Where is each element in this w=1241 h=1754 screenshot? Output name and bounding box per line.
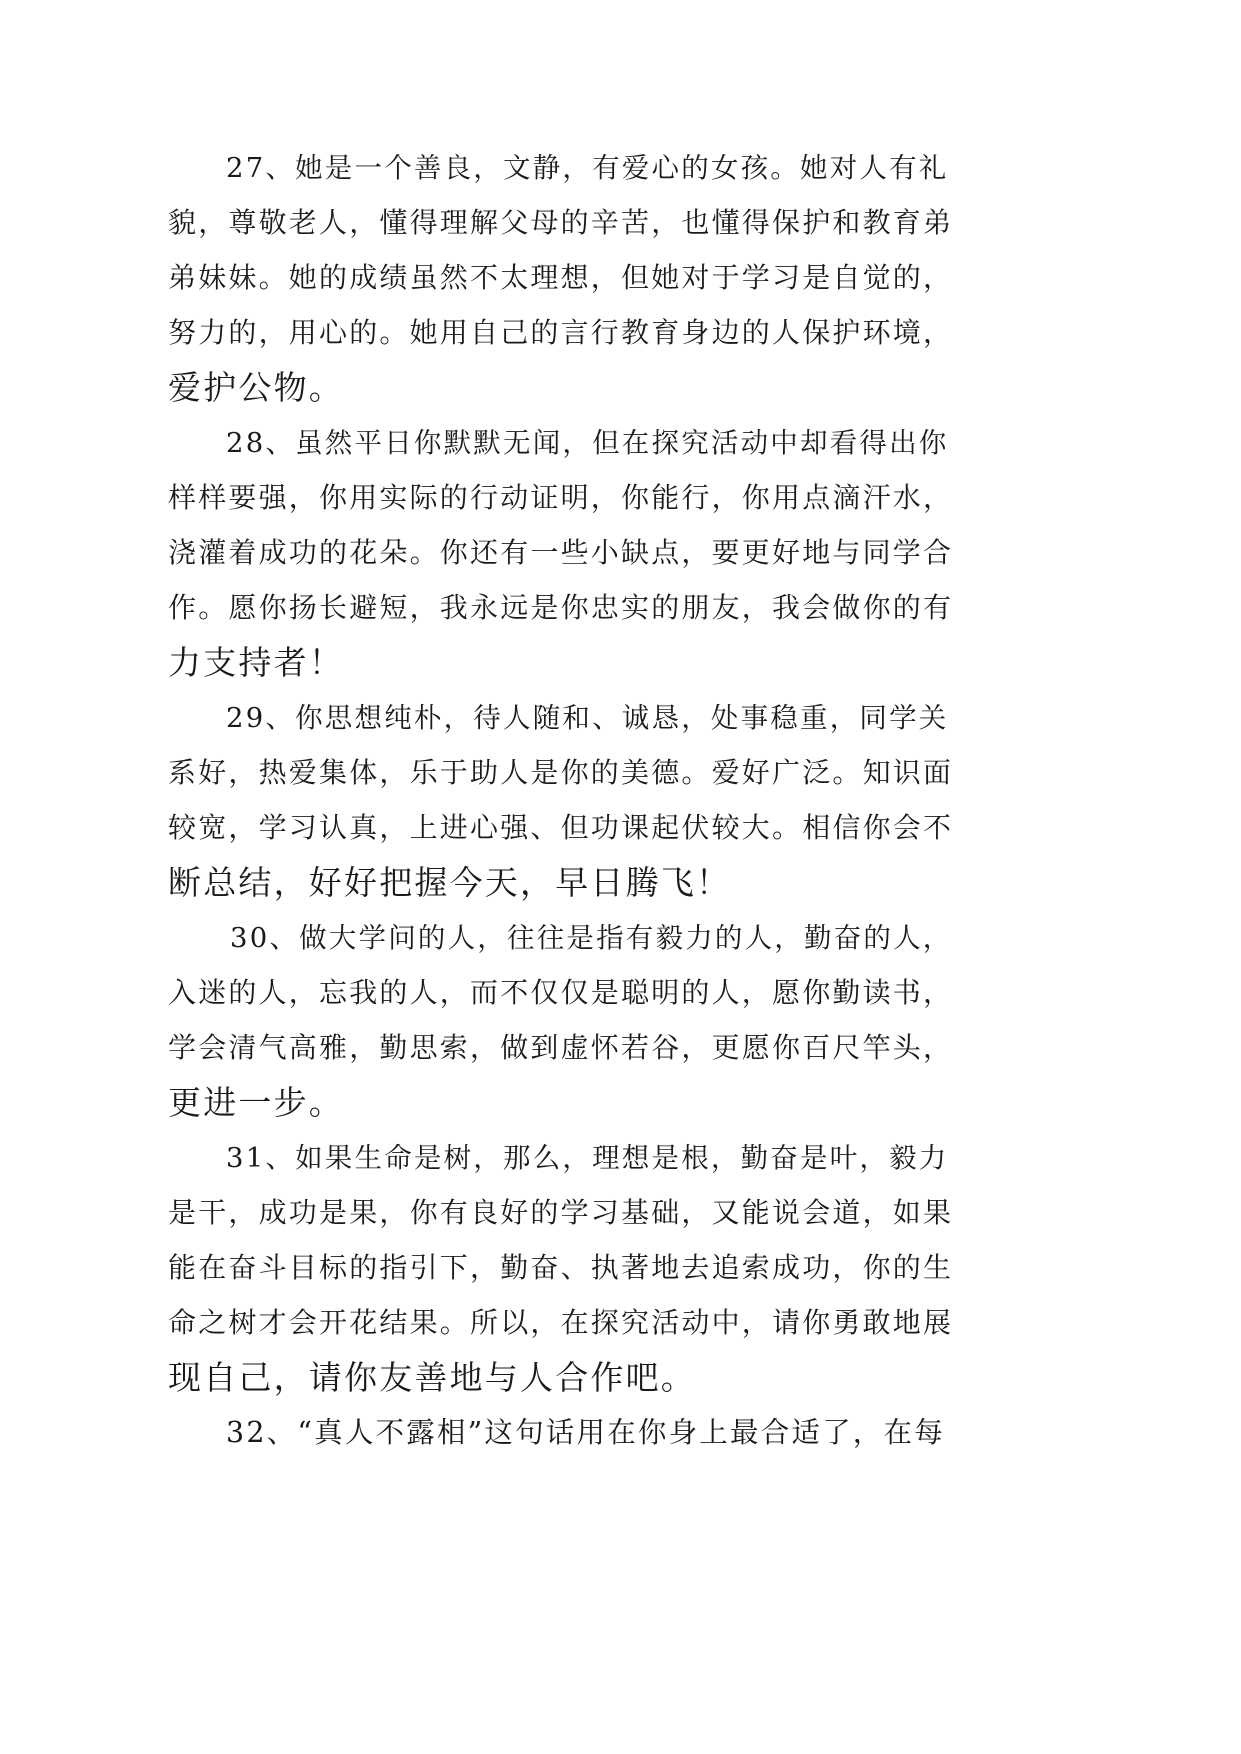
paragraph-27-line-2: 貌，尊敬老人，懂得理解父母的辛苦，也懂得保护和教育弟 xyxy=(168,206,954,239)
paragraph-30-line-1: 30、做大学问的人，往往是指有毅力的人，勤奋的人， xyxy=(230,922,953,954)
paragraph-31-line-3: 能在奋斗目标的指引下，勤奋、执著地去追索成功，你的生 xyxy=(168,1251,954,1284)
paragraph-27-line-5: 爱护公物。 xyxy=(168,368,344,407)
paragraph-28-line-1: 28、虽然平日你默默无闻，但在探究活动中却看得出你 xyxy=(226,427,949,459)
paragraph-31-line-5: 现自己，请你友善地与人合作吧。 xyxy=(168,1358,696,1397)
paragraph-27-line-4: 努力的，用心的。她用自己的言行教育身边的人保护环境， xyxy=(168,316,954,349)
paragraph-31-line-4: 命之树才会开花结果。所以，在探究活动中，请你勇敢地展 xyxy=(168,1306,954,1339)
paragraph-30-line-3: 学会清气高雅，勤思索，做到虚怀若谷，更愿你百尺竿头， xyxy=(168,1031,954,1064)
paragraph-29-line-2: 系好，热爱集体，乐于助人是你的美德。爱好广泛。知识面 xyxy=(168,756,954,789)
paragraph-29-line-1: 29、你思想纯朴，待人随和、诚恳，处事稳重，同学关 xyxy=(226,702,949,734)
paragraph-28-line-2: 样样要强，你用实际的行动证明，你能行，你用点滴汗水， xyxy=(168,481,954,514)
paragraph-28-line-5: 力支持者！ xyxy=(168,643,344,682)
paragraph-28-line-4: 作。愿你扬长避短，我永远是你忠实的朋友，我会做你的有 xyxy=(168,591,954,624)
paragraph-32-line-1: 32、“真人不露相”这句话用在你身上最合适了，在每 xyxy=(226,1416,945,1449)
paragraph-27-line-1: 27、她是一个善良，文静，有爱心的女孩。她对人有礼 xyxy=(226,152,949,184)
paragraph-29-line-4: 断总结，好好把握今天，早日腾飞！ xyxy=(168,863,732,902)
paragraph-28-line-3: 浇灌着成功的花朵。你还有一些小缺点，要更好地与同学合 xyxy=(168,536,954,569)
paragraph-30-line-2: 入迷的人，忘我的人，而不仅仅是聪明的人，愿你勤读书， xyxy=(168,976,954,1009)
paragraph-30-line-4: 更进一步。 xyxy=(168,1083,344,1122)
paragraph-31-line-2: 是干，成功是果，你有良好的学习基础，又能说会道，如果 xyxy=(168,1196,954,1229)
paragraph-29-line-3: 较宽，学习认真，上进心强、但功课起伏较大。相信你会不 xyxy=(168,811,954,844)
paragraph-31-line-1: 31、如果生命是树，那么，理想是根，勤奋是叶，毅力 xyxy=(226,1142,949,1174)
paragraph-27-line-3: 弟妹妹。她的成绩虽然不太理想，但她对于学习是自觉的， xyxy=(168,261,954,294)
